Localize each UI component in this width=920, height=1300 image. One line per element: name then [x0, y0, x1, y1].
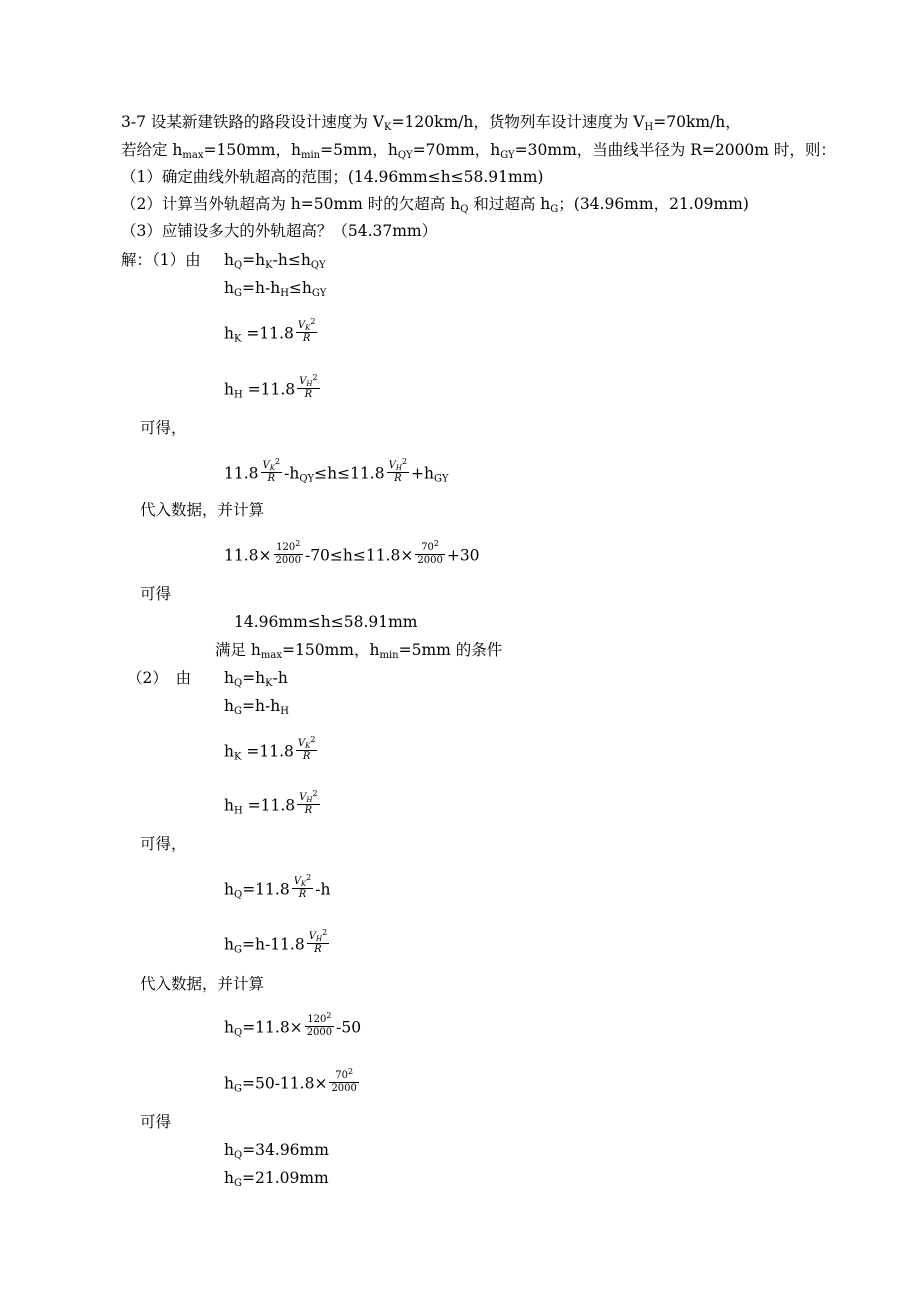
text: =11.8	[242, 380, 296, 399]
eq-hh-formula	[224, 373, 322, 403]
eq-numeric-inequality	[224, 539, 480, 569]
problem-line-2	[121, 140, 836, 160]
superscript: 2	[310, 317, 316, 326]
fraction-vh2-r	[297, 373, 319, 401]
subscript: GY	[311, 288, 327, 299]
superscript: 2	[306, 873, 312, 882]
numerator	[387, 457, 409, 473]
text: =h-11.8	[241, 935, 305, 954]
text-kede-3: 可得，	[140, 835, 187, 853]
subscript: K	[384, 122, 392, 133]
denominator: R	[302, 333, 311, 344]
fraction-vk2-r	[261, 457, 283, 485]
result-range: 14.96mm≤h≤58.91mm	[234, 613, 418, 631]
subscript: GY	[434, 473, 449, 485]
superscript: 2	[295, 539, 301, 548]
numerator	[274, 539, 303, 555]
numerator	[296, 735, 318, 751]
subscript: K	[265, 260, 273, 271]
subscript: Q	[233, 678, 243, 689]
text: =30mm，当曲线半径为 R=2000m 时，则：	[514, 141, 836, 159]
text: h	[224, 669, 234, 687]
subscript: K	[265, 678, 273, 689]
text-substitute: 代入数据，并计算	[140, 501, 265, 519]
text: 11.8	[224, 464, 259, 483]
text: ≤h≤11.8	[314, 464, 385, 483]
subscript: Q	[233, 1027, 243, 1039]
subscript: K	[269, 464, 275, 472]
eq-hq-formula	[224, 873, 331, 903]
subscript: K	[233, 751, 242, 763]
eq-inequality	[224, 457, 449, 487]
text: -h	[272, 669, 288, 687]
superscript: 2	[310, 735, 316, 744]
text: =34.96mm	[242, 1141, 329, 1159]
text: 70	[335, 1070, 348, 1081]
fraction-70sq-2000	[329, 1067, 358, 1095]
subscript: H	[280, 706, 289, 717]
text: 若给定 h	[121, 141, 183, 159]
text: V	[293, 876, 301, 887]
denominator: R	[314, 944, 322, 955]
problem-line-1	[121, 112, 741, 132]
numerator	[296, 317, 318, 333]
subscript: max	[260, 650, 283, 661]
text: 11.8×	[224, 546, 272, 565]
text: -h	[284, 464, 300, 483]
text: +h	[411, 464, 435, 483]
text: V	[297, 738, 306, 749]
subscript: K	[233, 333, 242, 345]
subscript: Q	[233, 1150, 243, 1161]
subscript: G	[233, 944, 242, 956]
text: 120	[307, 1014, 327, 1025]
eq-hh-formula-2	[224, 789, 322, 819]
numerator	[292, 873, 314, 889]
subscript: GY	[500, 150, 515, 161]
text: =h	[242, 251, 266, 269]
text: -h≤h	[272, 251, 311, 269]
text: =11.8	[242, 796, 296, 815]
text: （2）计算当外轨超高为 h=50mm 时的欠超高 h	[121, 195, 461, 213]
text: h	[224, 1141, 234, 1159]
text: =50-11.8×	[241, 1074, 328, 1093]
text: h	[224, 796, 234, 815]
text: =120km/h，货物列车设计速度为 V	[391, 113, 645, 131]
subscript: K	[305, 742, 311, 750]
fraction-120sq-2000	[305, 1011, 334, 1039]
text: 和过超高 h	[468, 195, 551, 213]
text: -50	[336, 1018, 362, 1037]
fraction-120sq-2000	[274, 539, 303, 567]
superscript: 2	[312, 789, 318, 798]
fraction-vk2-r	[296, 735, 318, 763]
text: h	[224, 1018, 234, 1037]
denominator: 2000	[275, 555, 301, 566]
denominator: R	[394, 473, 402, 484]
subscript: H	[395, 464, 402, 472]
eq-hk-formula	[224, 317, 319, 347]
text: 70	[421, 542, 434, 553]
denominator: 2000	[331, 1083, 357, 1094]
text: =11.8	[241, 742, 294, 761]
text: =70km/h，	[653, 113, 741, 131]
text: =h-h	[241, 697, 281, 715]
denominator: R	[304, 805, 313, 816]
numerator	[415, 539, 444, 555]
subscript: H	[233, 805, 243, 817]
subscript: H	[233, 389, 243, 401]
numerator	[297, 373, 319, 389]
text: =5mm，h	[320, 141, 398, 159]
text: h	[224, 279, 234, 297]
eq-hq-numeric	[224, 1011, 362, 1041]
text: V	[297, 320, 306, 331]
denominator: 2000	[306, 1027, 333, 1038]
numerator	[297, 789, 319, 805]
eq-hg-def	[224, 696, 289, 716]
text: h	[224, 251, 234, 269]
subscript: Q	[233, 889, 243, 901]
text: 满足 h	[215, 641, 261, 659]
denominator: 2000	[417, 555, 443, 566]
superscript: 2	[347, 1067, 354, 1076]
text-substitute-2: 代入数据，并计算	[140, 975, 265, 993]
subscript: G	[233, 288, 242, 299]
text: =11.8	[241, 324, 294, 343]
subscript: H	[315, 935, 323, 943]
subscript: Q	[233, 260, 243, 271]
text-kede-2: 可得	[140, 585, 172, 603]
numerator	[261, 457, 283, 473]
eq-hk-formula-2	[224, 735, 319, 765]
subscript: QY	[397, 150, 413, 161]
text: =11.8	[242, 880, 290, 899]
numerator	[305, 1011, 334, 1027]
text: =70mm，h	[412, 141, 501, 159]
subscript: H	[644, 122, 654, 133]
superscript: 2	[433, 539, 440, 548]
condition-check	[215, 640, 502, 660]
text: V	[388, 460, 396, 471]
text: +30	[446, 546, 480, 565]
text: h	[224, 742, 234, 761]
fraction-vk2-r	[296, 317, 318, 345]
text: V	[262, 460, 270, 471]
subscript: H	[306, 380, 313, 388]
question-3: （3）应铺设多大的外轨超高？（54.37mm）	[121, 222, 438, 240]
text: 120	[276, 542, 296, 553]
text: h	[224, 380, 234, 399]
eq-hg-numeric	[224, 1067, 361, 1097]
subscript: K	[305, 324, 311, 332]
subscript: QY	[310, 260, 326, 271]
subscript: min	[300, 150, 321, 161]
text: =5mm 的条件	[398, 641, 503, 659]
text: h	[224, 1169, 234, 1187]
numerator	[329, 1067, 358, 1083]
text: h	[224, 697, 234, 715]
text: h	[224, 880, 234, 899]
text: h	[224, 1074, 234, 1093]
question-2	[121, 194, 749, 214]
text: -h	[315, 880, 331, 899]
superscript: 2	[312, 373, 318, 382]
numerator	[307, 928, 329, 944]
text-kede-4: 可得	[140, 1113, 172, 1131]
solution-label: 解：（1）由	[121, 251, 201, 269]
part-2-label: （2） 由	[127, 669, 192, 687]
text: ；(34.96mm，21.09mm)	[558, 195, 749, 213]
superscript: 2	[401, 457, 408, 466]
subscript: QY	[299, 473, 315, 485]
subscript: H	[280, 288, 289, 299]
subscript: K	[300, 880, 307, 888]
question-1: （1）确定曲线外轨超高的范围；(14.96mm≤h≤58.91mm)	[121, 168, 544, 186]
eq-hq-def	[224, 668, 288, 688]
eq-hg-formula	[224, 928, 331, 958]
text: V	[299, 792, 307, 803]
text: =150mm，h	[282, 641, 380, 659]
denominator: R	[302, 751, 311, 762]
text: =11.8×	[242, 1018, 303, 1037]
result-hg	[224, 1168, 329, 1188]
fraction-vh2-r	[297, 789, 319, 817]
subscript: G	[233, 1178, 242, 1189]
text: V	[308, 931, 316, 942]
text: h	[224, 935, 234, 954]
fraction-vh2-r	[307, 928, 329, 956]
subscript: H	[306, 796, 313, 804]
text: =21.09mm	[241, 1169, 329, 1187]
eq-hg-condition	[224, 278, 326, 298]
eq-hq-condition	[224, 250, 326, 270]
fraction-70sq-2000	[415, 539, 444, 567]
superscript: 2	[326, 1011, 332, 1020]
subscript: max	[182, 150, 204, 161]
text: -70≤h≤11.8×	[304, 546, 414, 565]
fraction-vh2-r	[387, 457, 409, 485]
denominator: R	[304, 389, 313, 400]
text: =h-h	[241, 279, 281, 297]
denominator: R	[298, 889, 307, 900]
text: V	[299, 376, 307, 387]
subscript: G	[233, 706, 242, 717]
superscript: 2	[274, 457, 281, 466]
subscript: Q	[460, 204, 469, 215]
subscript: G	[233, 1083, 242, 1095]
result-hq	[224, 1140, 329, 1160]
text: =150mm，h	[203, 141, 301, 159]
text: h	[224, 324, 234, 343]
text: ≤h	[288, 279, 312, 297]
subscript: min	[379, 650, 399, 661]
text-kede: 可得，	[140, 419, 187, 437]
denominator: R	[267, 473, 276, 484]
text: =h	[242, 669, 266, 687]
subscript: G	[550, 204, 559, 215]
fraction-vk2-r	[292, 873, 314, 901]
text: 3-7 设某新建铁路的路段设计速度为 V	[121, 113, 385, 131]
superscript: 2	[322, 928, 328, 937]
